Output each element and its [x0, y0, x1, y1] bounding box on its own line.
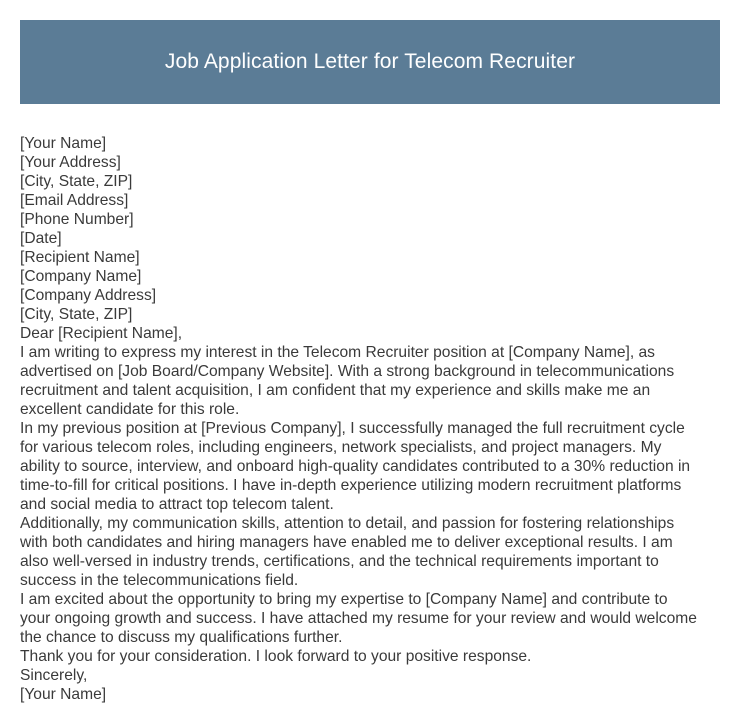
letter-body: [20, 134, 724, 704]
page-title: Job Application Letter for Telecom Recruiter: [164, 50, 576, 73]
paragraph-line: Thank you for your consideration. I look forward to your positive response.: [20, 648, 532, 665]
sender-name: [Your Name]: [20, 135, 107, 152]
paragraph-line: the chance to discuss my qualifications further.: [20, 629, 343, 646]
paragraph-skills: [20, 514, 724, 590]
paragraph-experience: [20, 419, 724, 514]
paragraph-line: success in the telecommunications field.: [20, 572, 299, 589]
paragraph-line: and social media to attract top telecom talent.: [20, 496, 334, 513]
paragraph-line: Additionally, my communication skills, attention to detail, and passion for fostering relationships: [20, 515, 675, 532]
paragraph-line: I am excited about the opportunity to bring my expertise to [Company Name] and contribute to: [20, 591, 668, 608]
closing: Sincerely,: [20, 667, 88, 684]
paragraph-line: ability to source, interview, and onboard high-quality candidates contributed to a 30% reduction in: [20, 458, 691, 475]
paragraph-intro: [20, 343, 724, 419]
recipient-city-state-zip: [City, State, ZIP]: [20, 306, 133, 323]
paragraph-line: time-to-fill for critical positions. I have in-depth experience utilizing modern recruitment platforms: [20, 477, 682, 494]
paragraph-line: for various telecom roles, including engineers, network specialists, and project managers. My: [20, 439, 662, 456]
paragraph-line: recruitment and talent acquisition, I am confident that my experience and skills make me an: [20, 382, 651, 399]
paragraph-closing-interest: [20, 590, 724, 647]
recipient-name: [Recipient Name]: [20, 249, 140, 266]
sender-city-state-zip: [City, State, ZIP]: [20, 173, 133, 190]
paragraph-line: also well-versed in industry trends, certifications, and the technical requirements important to: [20, 553, 659, 570]
signature-name: [Your Name]: [20, 686, 107, 703]
paragraph-line: In my previous position at [Previous Company], I successfully managed the full recruitment cycle: [20, 420, 685, 437]
sender-email: [Email Address]: [20, 192, 129, 209]
recipient-company-address: [Company Address]: [20, 287, 157, 304]
paragraph-thanks: [20, 647, 724, 666]
paragraph-line: excellent candidate for this role.: [20, 401, 240, 418]
recipient-company: [Company Name]: [20, 268, 142, 285]
paragraph-line: advertised on [Job Board/Company Website]. With a strong background in telecommunications: [20, 363, 675, 380]
salutation: Dear [Recipient Name],: [20, 325, 183, 342]
paragraph-line: I am writing to express my interest in the Telecom Recruiter position at [Company Name], as: [20, 344, 655, 361]
sender-phone: [Phone Number]: [20, 211, 134, 228]
sender-address: [Your Address]: [20, 154, 121, 171]
header-banner: [20, 20, 720, 104]
paragraph-line: with both candidates and hiring managers have enabled me to deliver exceptional results. I am: [20, 534, 673, 551]
letter-date: [Date]: [20, 230, 62, 247]
paragraph-line: your ongoing growth and success. I have attached my resume for your review and would welcome: [20, 610, 697, 627]
